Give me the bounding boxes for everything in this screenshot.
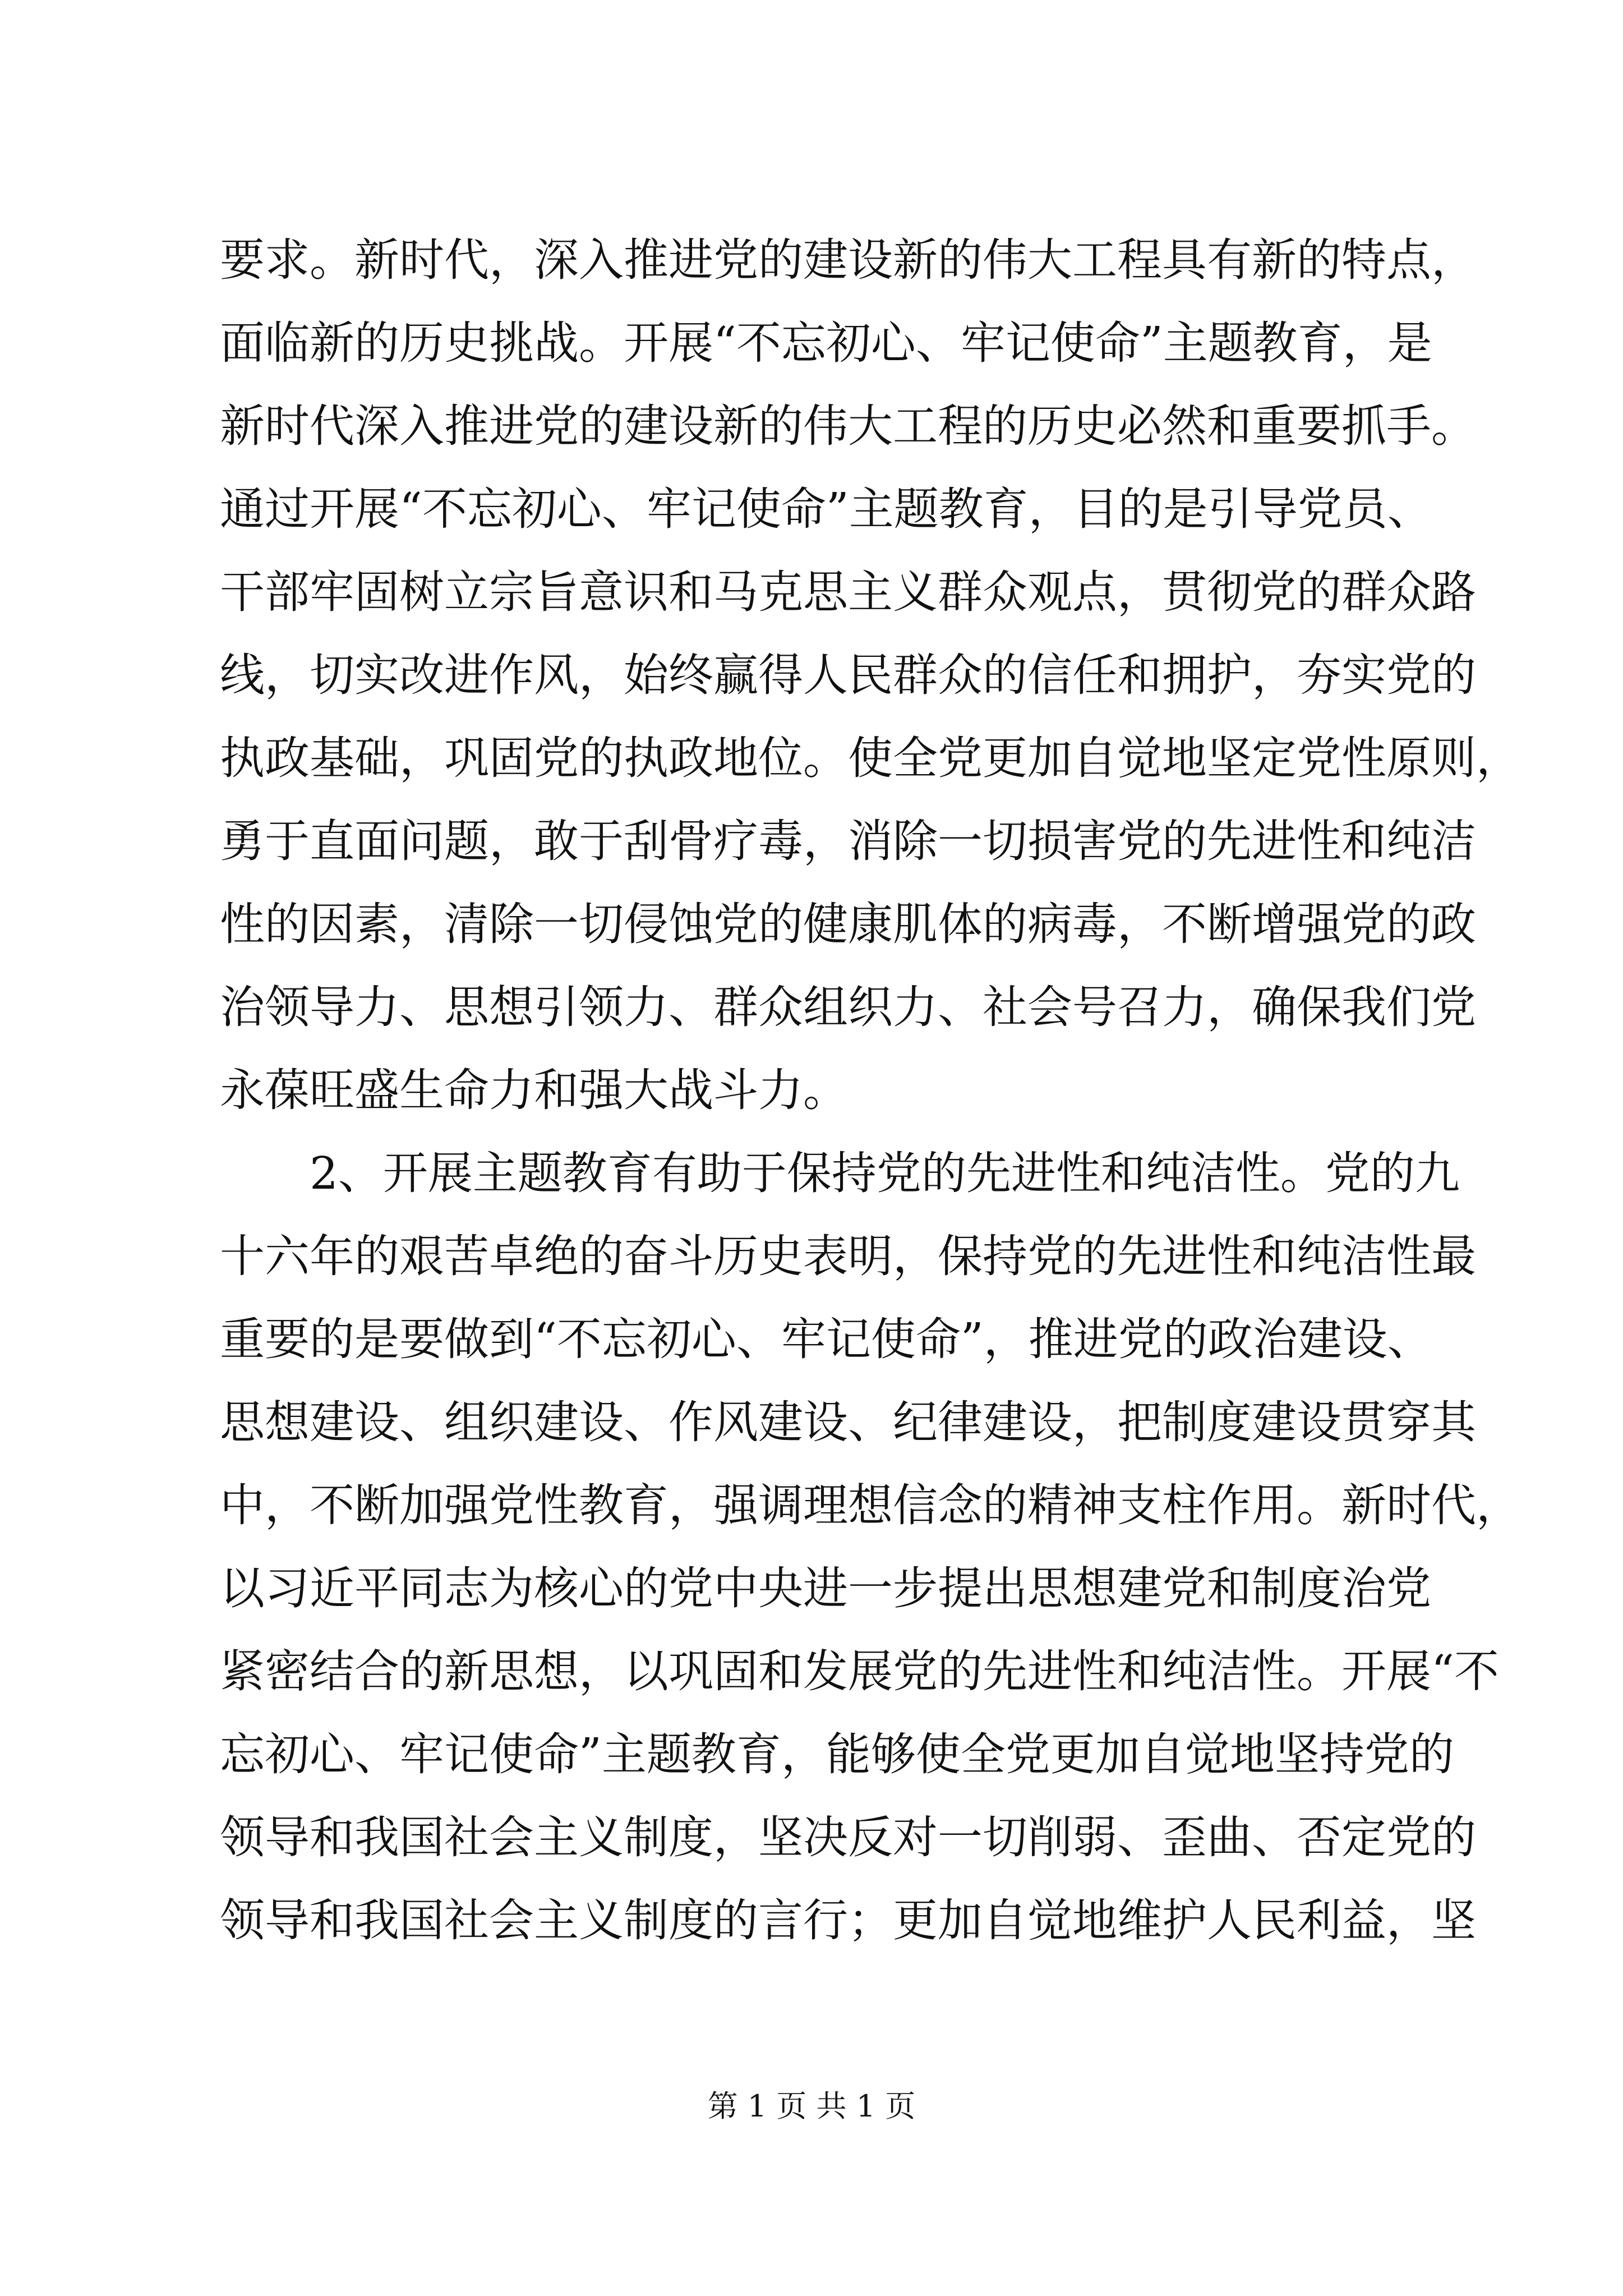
text-line: 通过开展“不忘初心、牢记使命”主题教育，目的是引导党员、: [220, 483, 1432, 535]
text-line: 紧密结合的新思想，以巩固和发展党的先进性和纯洁性。开展“不: [220, 1645, 1499, 1697]
text-line: 执政基础，巩固党的执政地位。使全党更加自觉地坚定党性原则，: [220, 732, 1521, 784]
text-line: 领导和我国社会主义制度，坚决反对一切削弱、歪曲、否定党的: [220, 1811, 1476, 1864]
text-line: 中，不断加强党性教育，强调理想信念的精神支柱作用。新时代，: [220, 1479, 1521, 1531]
text-line: 治领导力、思想引领力、群众组织力、社会号召力，确保我们党: [220, 981, 1476, 1033]
document-body: [220, 219, 1521, 1962]
text-line: 忘初心、牢记使命”主题教育，能够使全党更加自觉地坚持党的: [220, 1728, 1454, 1780]
text-line: 勇于直面问题，敢于刮骨疗毒，消除一切损害党的先进性和纯洁: [220, 815, 1476, 867]
text-line: 领导和我国社会主义制度的言行；更加自觉地维护人民利益，坚: [220, 1894, 1476, 1947]
text-line: 干部牢固树立宗旨意识和马克思主义群众观点，贯彻党的群众路: [220, 566, 1476, 618]
text-line: 永葆旺盛生命力和强大战斗力。: [220, 1064, 848, 1116]
text-line: 十六年的艰苦卓绝的奋斗历史表明，保持党的先进性和纯洁性最: [220, 1230, 1476, 1282]
text-line: 思想建设、组织建设、作风建设、纪律建设，把制度建设贯穿其: [220, 1396, 1476, 1448]
text-line: 2、开展主题教育有助于保持党的先进性和纯洁性。党的九: [220, 1147, 1460, 1199]
text-line: 要求。新时代，深入推进党的建设新的伟大工程具有新的特点，: [220, 234, 1476, 286]
page-number-footer: 第 1 页 共 1 页: [707, 2088, 916, 2124]
text-line: 新时代深入推进党的建设新的伟大工程的历史必然和重要抓手。: [220, 400, 1476, 452]
text-line: 以习近平同志为核心的党中央进一步提出思想建党和制度治党: [220, 1562, 1431, 1614]
text-line: 线，切实改进作风，始终赢得人民群众的信任和拥护，夯实党的: [220, 649, 1476, 701]
text-line: 重要的是要做到“不忘初心、牢记使命”，推进党的政治建设、: [220, 1313, 1432, 1365]
text-line: 面临新的历史挑战。开展“不忘初心、牢记使命”主题教育，是: [220, 317, 1432, 369]
text-line: 性的因素，清除一切侵蚀党的健康肌体的病毒，不断增强党的政: [220, 898, 1476, 950]
